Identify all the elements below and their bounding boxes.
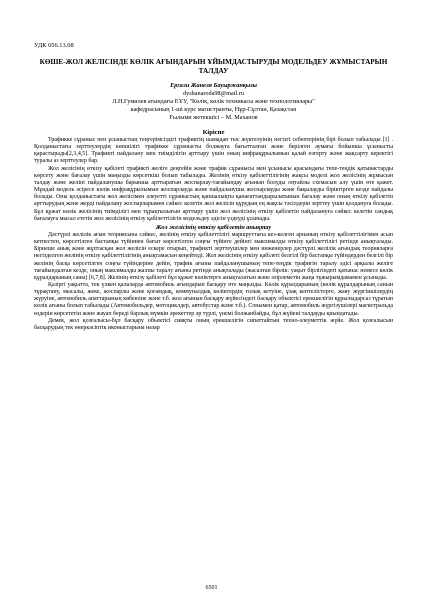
section-heading-intro: Кіріспе <box>202 129 225 136</box>
intro-paragraph-2: Жол желісінің өткізу қабілеті трафикті желіге деңгейін және трафик сұранысы мен ұсынысы арасындағы тепе-теңдік қатынастарды көрсету және бағалау үшін маңызды көрсеткіш болып табылады. Желінің өткізу қабілеттілігінің жақсы моделі жол желісінің жұмысын талдау және желіні пайдаланушы барынша арттыратын жоспарлау-тағайындау ағынын болуды оңтайлы схемасын алу үшін өте қажет. Мұндай модель әсіресе көлік инфрақұрылымын жоспарлауда және пайдаланушы жоспарлауды және бақылауды біріктірген кезде пайдалы болады. Оны қолданыстағы жол желісімен әлеуетті сұраныстың қаншалықты қанағаттандырылатынын бағалау және оның өткізу қабілетін арттырудың және жерді пайдалану жоспарларымен сәйкес келетін жол желісін құрудың ең жақсы тәсілдерін зерттеу үшін қолдануға болады. Бұл құжат көлік желісінің тиімділігі мен тұрақтылығын арттыру үшін жол желісінің өткізу қабілетін пайдалануға сәйкес келетін сандық бағалауға мысал ететін жол желісінің өткізу қабілеттілігін модельдеу әдісін үздеуді ұсынады. <box>34 165 393 222</box>
intro-paragraph-1: Трафикке сұраныс пен ұсыныстың теңгерімсіздігі трафиктің шамадан тыс жүктелуінің негізгі себептерінің бірі болып табылады [1] . Қолданыстағы зерттеулердің көпшілігі трафикке сұранысты болжауға бағытталған және берілген аумағы бойынша ұсынысты қарастырады[2,3,4,5]. Трафикті пайдалану мен тиімділігін арттыру үшін оның инфрақұрылымын қалай өзгерту және жақсарту керектігі туралы аз зерттеулер бар. <box>34 137 393 165</box>
author-affiliation-line-1: Л.Н.Гумилев атындағы ЕҰУ, "Көлік, көлік техникасы және технологиялары" <box>112 98 315 105</box>
author-name: Ергали Жанеля Бауыржанқызы <box>170 82 257 89</box>
udk-code: УДК 656.13.08 <box>34 42 74 49</box>
author-supervisor: Ғылыми жетекшісі – М. Маханов <box>169 114 258 121</box>
capacity-paragraph-3: Демек, жол қозғалысы-бұл басқару объектісі сияқты оның ерекшелігін сипаттайтын техно-әлеуметтік жүйе. Жол қозғалысын басқарудың тек өнеркәсіптік иконыстарына назар <box>34 317 393 331</box>
author-affiliation-line-2: кафедрасының 1-ші курс магистранты, Нұр-Сұлтан, Қазақстан <box>130 106 297 113</box>
section-heading-capacity: Жол желісінің өткізу қабілетін анықтау <box>155 223 272 231</box>
capacity-paragraph-1: Дәстүрлі желілік ағын теориясына сәйкес, желінің өткізу қабілеттілігі маршруттағы кез-келген арнаның өткізу қабілеттілігімен асып кетпестен, көрсетілген бастапқы түйіннен бағыт көрсетілген соңғы түйінге дейінгі максималды өткізу қабілеттілігі ретінде анықталады. Бірнеше анық және жұптасқан жол желісін ескере отырып, трафикті зерттеушілер мен инженерлер дәстүрлі желілік ағындық теорияларға негізделген желінің өткізу қабілеттілігінің анықтамасын кеңейтеді. Жол желісінің өткізу қабілеті белгілі бір бастапқы түйіндерден белгілі бір желінің басқа көрсетілген соңғы түйіндеріне дейін, трафик ағыны пайдаланушының тепе-теңдік трафигін таралу әдісі арқылы желіге тағайындалған кезде, оның максималды жалпы таралу ағыны ретінде анықталады (жасалған бірлік: уақыт бірлігіндегі қатынас немесе көлік құралдарының саны) [6,7,8]. Желінің өткізу қабілеті бұл құжат көліктерге анықталатын және әзірлеметін жаңа тұжырымдамамен ұсынады. <box>34 231 393 281</box>
author-block <box>34 82 393 122</box>
author-email: dyshanaroda98@mail.ru <box>183 90 244 97</box>
capacity-paragraph-2: Қазіргі уақытта, тек үлкен қалаларда автомобиль ағындарын басқару өте маңызды. Көлік құралдарының (көлік құралдарының санын тұрақтану, мысалы, жеке, жоспарлы және қоғамдық, коммуналдық көліктердің толық кетуіне, ұзақ кептелістерге, жаяу жүргіншілердің жүруіне, автомобиль апаттарының көбеюіне және т.б. жол ағынын басқару жүйесіндегі басқару объектісі ерекшелігін құрылыдарсаз тұратын көлік ағыны болып табылады (Автомобильдер, мотоциклдер, автобустар және т.б.). Сонымен қатар, автомобиль жүргізушілері магистральда өздерін көрсететін және жауап береді барлық мүмкін әрекеттер әр түрлі, үнемі болжанбайды, бұл жүйені талдауды қиындатады. <box>34 281 393 317</box>
page-number: 6501 <box>205 585 218 591</box>
paper-title: КӨШЕ-ЖОЛ ЖЕЛІСІНДЕ КӨЛІК АҒЫНДАРЫН ҰЙЫМДАСТЫРУДЫ МОДЕЛЬДЕУ ЖҰМЫСТАРЫН ТАЛДАУ <box>39 58 388 75</box>
